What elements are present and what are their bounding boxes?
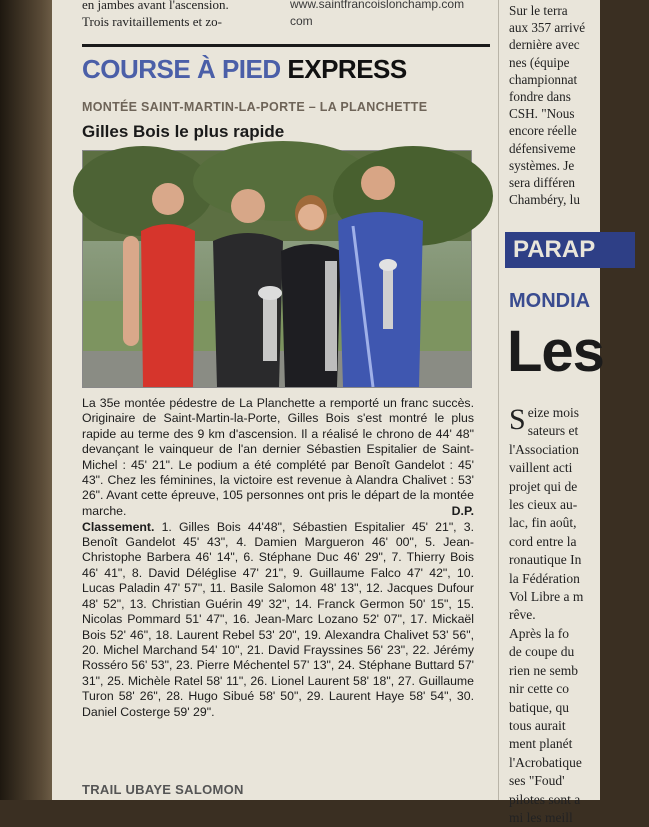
- prev-link-line: com: [290, 14, 313, 28]
- previous-article-link: [290, 0, 490, 30]
- adjacent-body-line: la Fédération: [509, 570, 580, 586]
- adjacent-body-line: eize mois: [527, 405, 580, 420]
- adjacent-headline: Les: [507, 319, 604, 384]
- prev-line: Trois ravitaillements et zo-: [82, 14, 222, 29]
- adjacent-body-line: nir cette co: [509, 681, 569, 697]
- adjacent-line: championnat: [509, 71, 578, 87]
- drop-cap: S: [509, 403, 526, 436]
- adjacent-body-line: Vol Libre a m: [509, 589, 584, 605]
- adjacent-subhead: MONDIA: [509, 290, 591, 312]
- adjacent-body-line: batique, qu: [509, 699, 569, 715]
- adjacent-body-line: sateurs et: [527, 423, 579, 439]
- prev-link-line: www.saintfrancoislonchamp.com: [290, 0, 465, 11]
- adjacent-line: nes (équipe: [509, 54, 570, 70]
- adjacent-line: encore réelle: [509, 123, 577, 139]
- event-subhead: MONTÉE SAINT-MARTIN-LA-PORTE – LA PLANCHETTE: [82, 100, 428, 114]
- headline-sport: COURSE À PIED: [82, 54, 281, 84]
- headline-express: EXPRESS: [287, 54, 407, 84]
- page-gutter-shadow: [0, 0, 60, 800]
- adjacent-line: aux 357 arrivé: [509, 20, 586, 36]
- adjacent-top-text: [509, 2, 649, 208]
- adjacent-body-line: ronautique In: [509, 552, 582, 568]
- adjacent-line: Sur le terra: [509, 3, 568, 18]
- adjacent-body-line: vaillent acti: [509, 460, 573, 476]
- adjacent-body-line: de coupe du: [509, 644, 575, 660]
- adjacent-line: CSH. "Nous: [509, 106, 575, 122]
- adjacent-body-line: projet qui de: [509, 478, 578, 494]
- adjacent-body-line: lac, fin août,: [509, 515, 577, 531]
- adjacent-line: Chambéry, lu: [509, 192, 580, 208]
- article-body: [82, 396, 474, 720]
- section-rule: [82, 44, 490, 47]
- article-intro: La 35e montée pédestre de La Planchette a remporté un franc succès. Originaire de Saint-Martin-la-Porte, Gilles Bois s'est montré le plus rapide au terme des 9 km d'ascension. Il a réalisé le chrono de 44' 48" devançant le vainqueur de l'an dernier Sébastien Espitalier de Saint-Michel : 45' 21". Le podium a été complété par Benoît Gandelot : 45' 43". Chez les féminines, la victoire est revenue à Alandra Chalivet : 53' 26". Avant cette épreuve, 105 personnes ont pris le départ de la montée marche.: [82, 396, 474, 518]
- adjacent-body: [509, 404, 649, 827]
- podium-photo: [82, 150, 472, 388]
- results-list: 1. Gilles Bois 44'48", Sébastien Espitalier 45' 21", 3. Benoît Gandelot 45' 43", 4. Damien Margueron 46' 00", 5. Jean-Christophe Barbera 46' 14", 6. Stéphane Duc 46' 29", 7. Thierry Bois 46' 41", 8. David Déléglise 47' 21", 9. Guillaume Falco 47' 42", 10. Lucas Paladin 47' 57", 11. Basile Salomon 48' 13", 12. Jacques Dufour 48' 52", 13. Christian Guérin 49' 32", 14. Franck Germon 50' 15", 15. Nicolas Pommard 51' 47", 16. Jean-Marc Lozano 52' 07", 17. Mickaël Bois 52' 46", 18. Laurent Rebel 53' 20", 19. Alexandra Chalivet 53' 56", 20. Michel Marchand 54' 10", 21. David Frayssines 56' 23", 22. Jérémy Rosséro 56' 53", 23. Pierre Méchentel 57' 13", 24. Stéphane Buttard 57' 31", 25. Michèle Ratel 58' 11", 26. Lionel Laurent 58' 18", 27. Guillaume Turon 58' 26", 28. Hugo Sibué 58' 50", 29. Laurent Haye 58' 54", 30. Daniel Costerge 59' 29".: [82, 519, 474, 719]
- newspaper-page: [52, 0, 604, 825]
- results-label: Classement.: [82, 519, 155, 534]
- adjacent-line: dernière avec: [509, 37, 580, 53]
- adjacent-body-line: mi les meill: [509, 809, 573, 825]
- adjacent-line: fondre dans: [509, 89, 571, 105]
- prev-line: en jambes avant l'ascension.: [82, 0, 229, 12]
- adjacent-body-line: ses "Foud': [509, 773, 565, 789]
- adjacent-body-line: rien ne semb: [509, 662, 578, 678]
- section-headline: [82, 54, 407, 85]
- adjacent-body-line: les cieux au-: [509, 497, 578, 513]
- banner-label: PARAP: [513, 236, 596, 263]
- podium-photo-illustration: [83, 151, 471, 387]
- article-column: [82, 0, 490, 800]
- adjacent-body-line: tous aurait: [509, 717, 566, 733]
- adjacent-column: [498, 0, 604, 825]
- next-section-title: TRAIL UBAYE SALOMON: [82, 782, 244, 797]
- adjacent-line: systèmes. Je: [509, 157, 575, 173]
- adjacent-section-banner: [505, 232, 635, 268]
- adjacent-body-line: Après la fo: [509, 625, 569, 641]
- results-paragraph: [82, 520, 474, 720]
- adjacent-line: sera différen: [509, 175, 576, 191]
- author-signature: D.P.: [451, 504, 474, 519]
- adjacent-body-line: rêve.: [509, 607, 536, 623]
- adjacent-body-line: l'Acrobatique: [509, 754, 582, 770]
- adjacent-body-line: ment planét: [509, 736, 573, 752]
- previous-article-text: [82, 0, 282, 30]
- adjacent-body-line: pilotes sont a: [509, 791, 581, 807]
- adjacent-line: défensiveme: [509, 140, 576, 156]
- adjacent-body-line: cord entre la: [509, 533, 577, 549]
- article-title: Gilles Bois le plus rapide: [82, 122, 285, 141]
- adjacent-body-line: l'Association: [509, 441, 579, 457]
